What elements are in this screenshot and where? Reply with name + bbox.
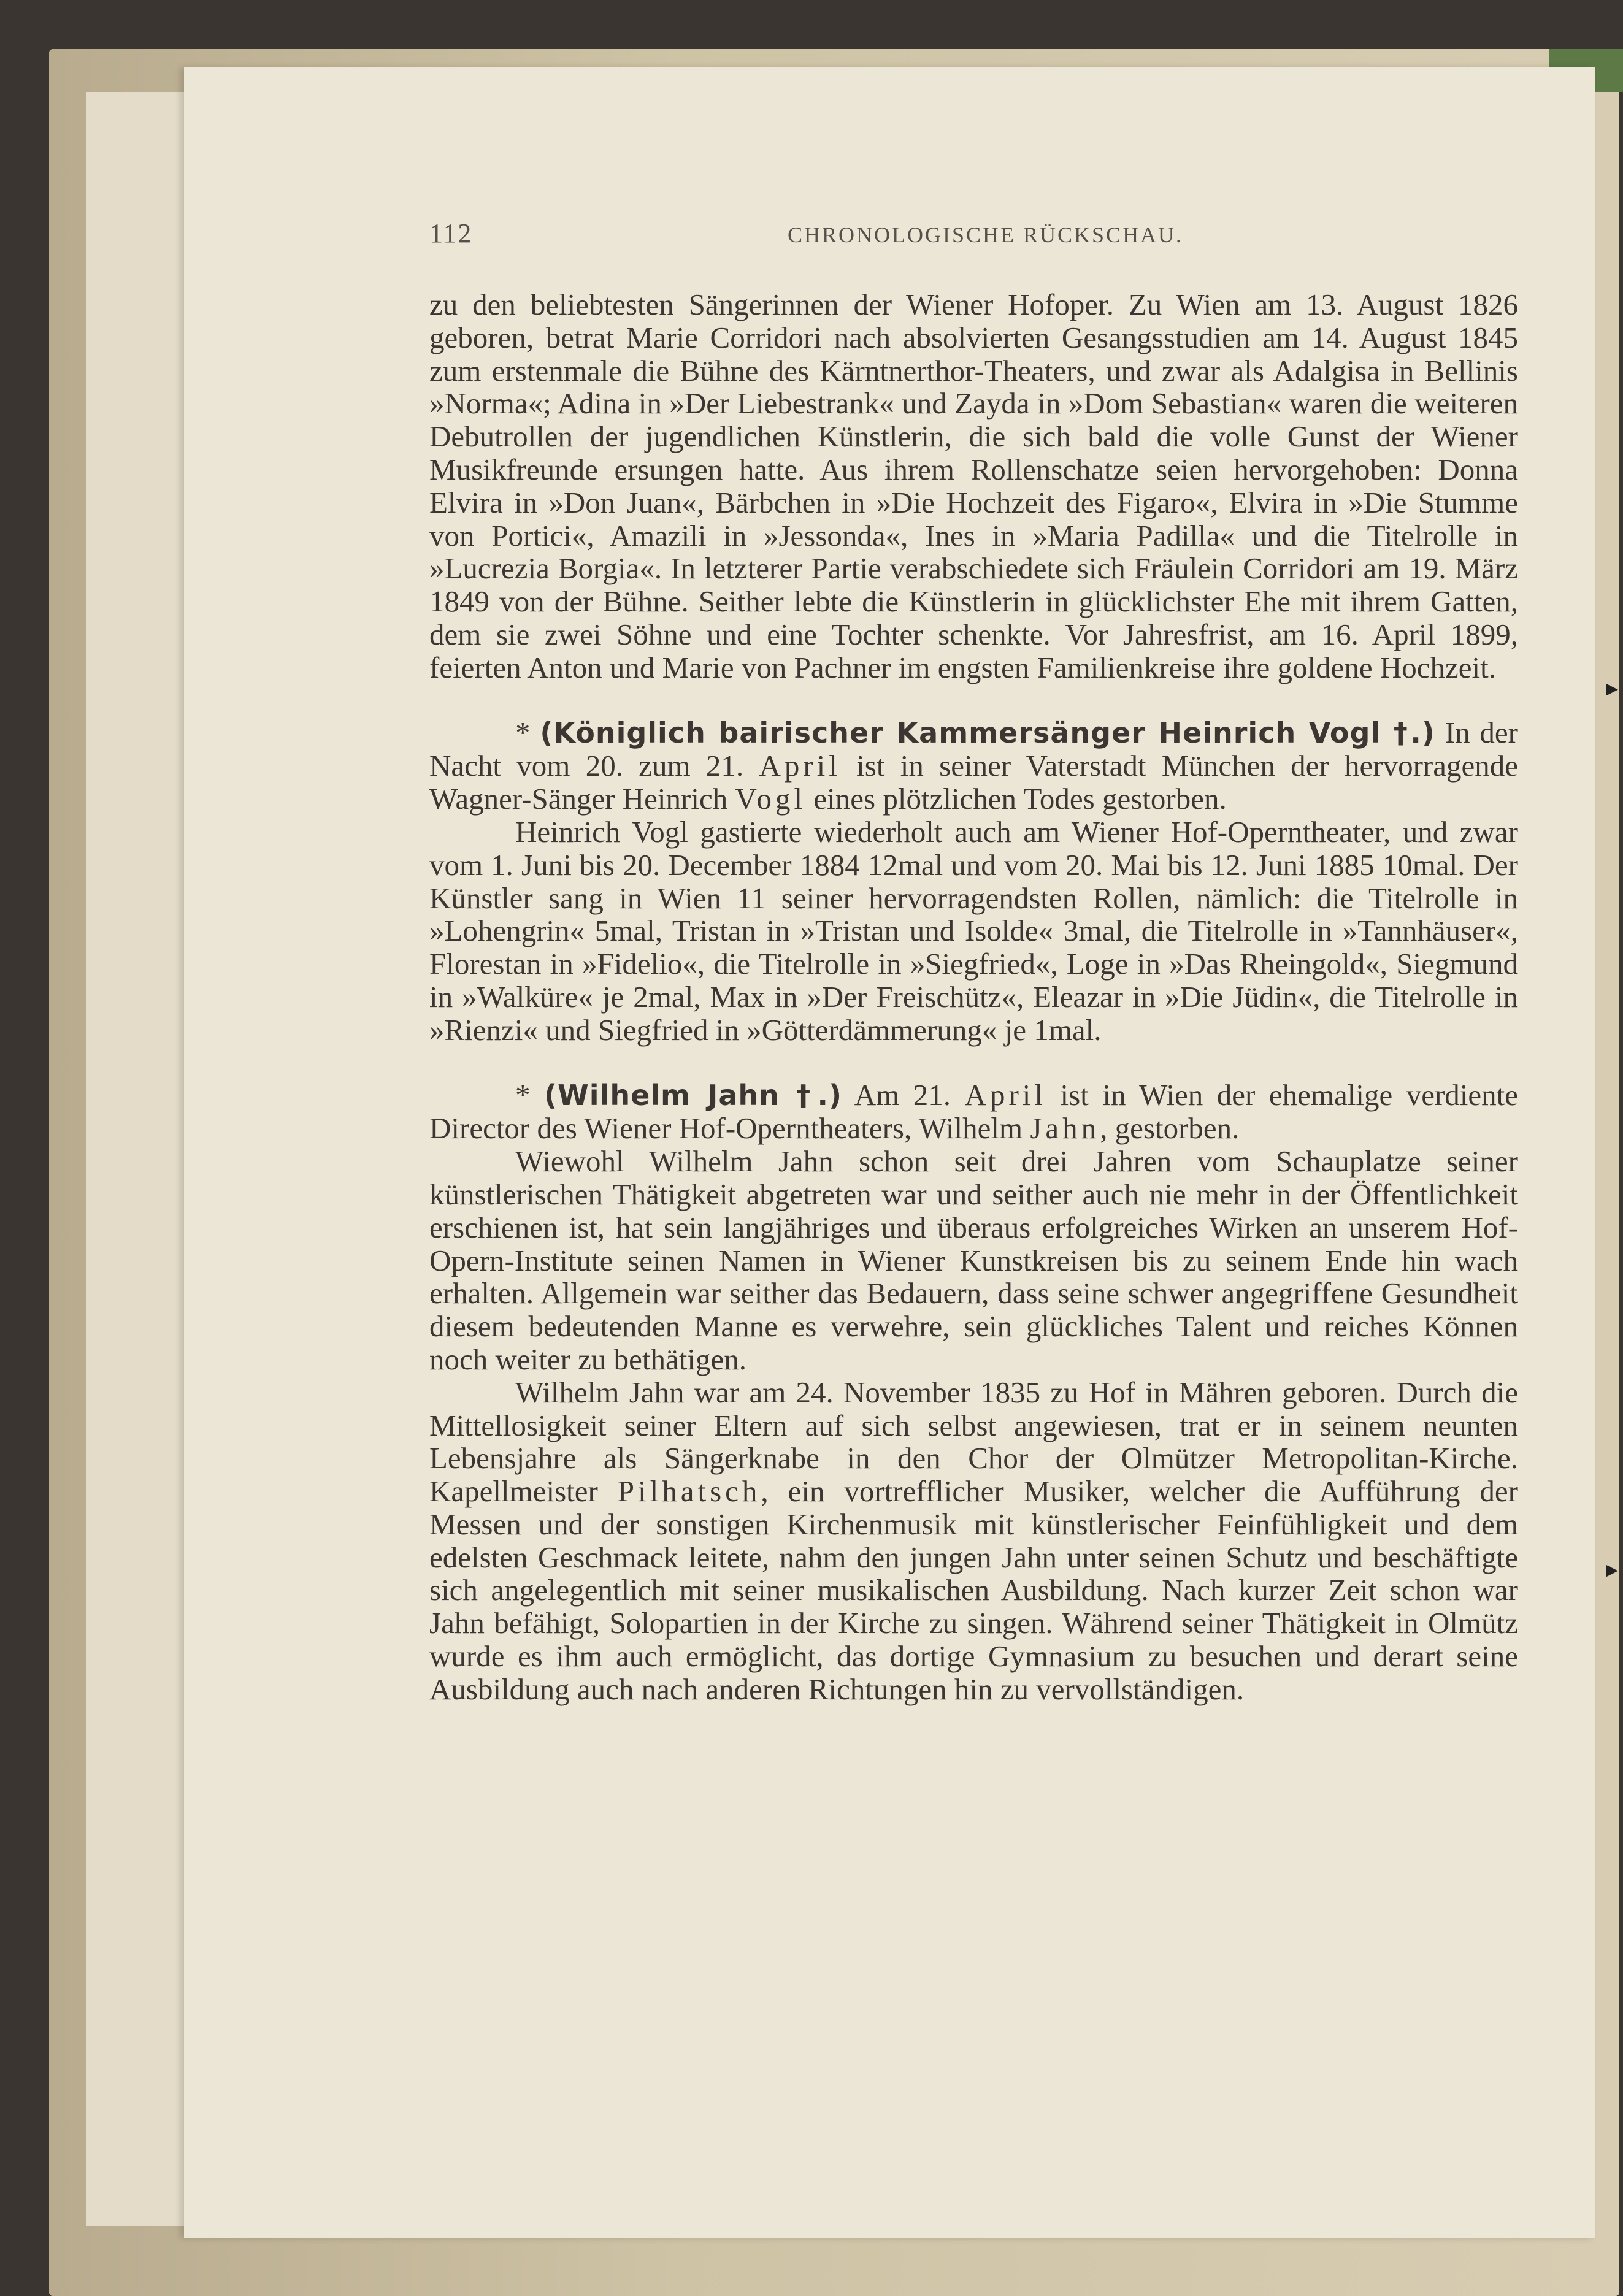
jahn-intro [429, 1079, 1518, 1146]
vogl-intro-text: eines plötzlichen Todes gestorben. [806, 782, 1227, 816]
vogl-intro-text: In der Nacht vom 20. zum 21. [429, 715, 1518, 783]
jahn-intro-text: , gestorben. [1100, 1111, 1240, 1146]
running-title: CHRONOLOGISCHE RÜCKSCHAU. [788, 223, 1184, 247]
vogl-intro-text: ist in seiner Vaterstadt München der hervorragende Wagner-Sänger Heinrich [429, 749, 1518, 816]
spaced-name: Jahn [1030, 1111, 1100, 1146]
asterisk: * [515, 1077, 531, 1112]
asterisk: * [515, 715, 531, 749]
page-number: 112 [429, 218, 473, 248]
vogl-intro [429, 716, 1518, 816]
margin-mark: ▸ [1606, 674, 1619, 702]
spaced-name: Vogl [735, 782, 807, 816]
jahn-intro-text: ist in Wien der ehemalige verdiente Director des Wiener Hof-Operntheaters, Wilhelm [429, 1077, 1519, 1146]
margin-mark: ▸ [1606, 1555, 1619, 1583]
spaced-word: April [759, 749, 841, 783]
jahn-heading: (Wilhelm Jahn †.) [544, 1078, 842, 1112]
vogl-heading: (Königlich bairischer Kammersänger Heinrich Vogl †.) [540, 716, 1435, 749]
body-text [429, 288, 1518, 1706]
jahn-bio-text: , ein vortrefflicher Musiker, welcher die Aufführung der Messen und der sonstigen Kirchenmusik mit künstlerischer Feinfühligkeit und dem edelsten Geschmack leitete, nahm den jungen Jahn unter seinen Schutz und beschäftigte sich angelegentlich mit seiner musikalischen Ausbildung. Nach kurzer Zeit schon war Jahn befähigt, Solopartien in der Kirche zu singen. Während seiner Thätigkeit in Olmütz wurde es ihm auch ermöglicht, das dortige Gymnasium zu besuchen und derart seine Ausbildung auch nach anderen Richtungen hin zu vervollständigen. [429, 1474, 1518, 1706]
paragraph-corridori: zu den beliebtesten Sängerinnen der Wiener Hofoper. Zu Wien am 13. August 1826 geboren, betrat Marie Corridori nach absolvierten Gesangsstudien am 14. August 1845 zum erstenmale die Bühne des Kärntnerthor-Theaters, und zwar als Adalgisa in Bellinis »Norma«; Adina in »Der Liebestrank« und Zayda in »Dom Sebastian« waren die weiteren Debutrollen der jugendlichen Künstlerin, die sich bald die volle Gunst der Wiener Musikfreunde ersungen hatte. Aus ihrem Rollenschatze seien hervorgehoben: Donna Elvira in »Don Juan«, Bärbchen in »Die Hochzeit des Figaro«, Elvira in »Die Stumme von Portici«, Amazili in »Jessonda«, Ines in »Maria Padilla« und die Titelrolle in »Lucrezia Borgia«. In letzterer Partie verabschiedete sich Fräulein Corridori am 19. März 1849 von der Bühne. Seither lebte die Künstlerin in glücklichster Ehe mit ihrem Gatten, dem sie zwei Söhne und eine Tochter schenkte. Vor Jahresfrist, am 16. April 1899, feierten Anton und Marie von Pachner im engsten Familienkreise ihre goldene Hochzeit. [429, 288, 1518, 684]
jahn-intro-text: Am 21. [842, 1077, 965, 1112]
spaced-word: April [964, 1077, 1047, 1112]
paragraph-jahn-2 [429, 1376, 1518, 1706]
spaced-name: Pilhatsch [617, 1474, 761, 1509]
jahn-bio-text: Wilhelm Jahn war am 24. November 1835 zu Hof in Mähren geboren. Durch die Mittellosigkeit seiner Eltern auf sich selbst angewiesen, trat er in seinem neunten Lebensjahre als Sängerknabe in den Chor der Olmützer Metropolitan-Kirche. Kapellmeister [429, 1375, 1518, 1509]
paragraph-vogl: Heinrich Vogl gastierte wiederholt auch am Wiener Hof-Operntheater, und zwar vom 1. Juni bis 20. December 1884 12mal und vom 20. Mai bis 12. Juni 1885 10mal. Der Künstler sang in Wien 11 seiner hervorragendsten Rollen, nämlich: die Titelrolle in »Lohengrin« 5mal, Tristan in »Tristan und Isolde« 3mal, die Titelrolle in »Tannhäuser«, Florestan in »Fidelio«, die Titelrolle in »Siegfried«, Loge in »Das Rheingold«, Siegmund in »Walküre« je 2mal, Max in »Der Freischütz«, Eleazar in »Die Jüdin«, die Titelrolle in »Rienzi« und Siegfried in »Götterdämmerung« je 1mal. [429, 814, 1518, 1047]
paragraph-jahn-1: Wiewohl Wilhelm Jahn schon seit drei Jahren vom Schauplatze seiner künstlerischen Thätigkeit abgetreten war und seither auch nie mehr in der Öffentlichkeit erschienen ist, hat sein langjähriges und überaus erfolgreiches Wirken an unserem Hof-Opern-Institute seinen Namen in Wiener Kunstkreisen bis zu seinem Ende hin wach erhalten. Allgemein war seither das Bedauern, dass seine schwer angegriffene Gesundheit diesem bedeutenden Manne es verwehre, sein glückliches Talent und reiches Können noch weiter zu bethätigen. [429, 1144, 1518, 1376]
